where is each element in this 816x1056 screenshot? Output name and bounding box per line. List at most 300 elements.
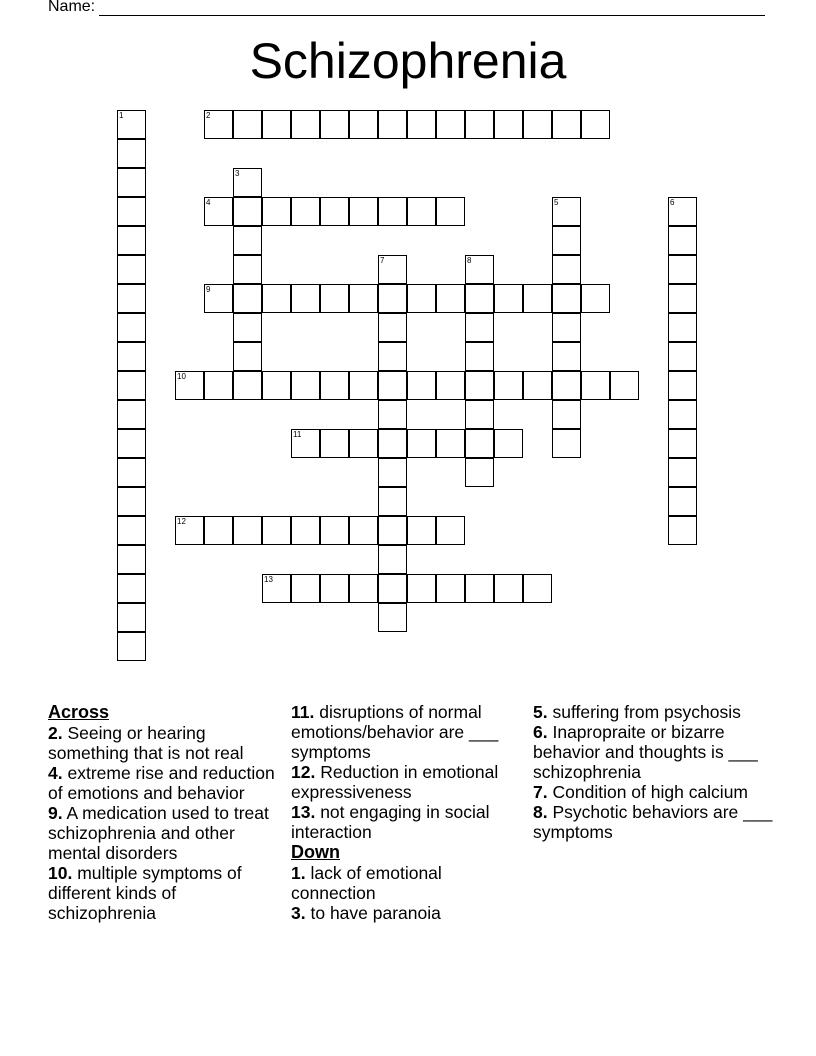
crossword-cell[interactable] bbox=[262, 574, 291, 603]
cell-input[interactable] bbox=[495, 575, 522, 602]
crossword-cell[interactable] bbox=[465, 110, 494, 139]
cell-input[interactable] bbox=[669, 256, 696, 283]
crossword-cell[interactable] bbox=[378, 371, 407, 400]
clue-number: 1 bbox=[119, 111, 124, 120]
cell-input[interactable] bbox=[234, 285, 261, 312]
crossword-cell[interactable] bbox=[291, 574, 320, 603]
cell-input[interactable] bbox=[582, 285, 609, 312]
crossword-cell[interactable] bbox=[233, 516, 262, 545]
crossword-cell[interactable] bbox=[436, 197, 465, 226]
cell-input[interactable] bbox=[437, 575, 464, 602]
cell-input[interactable] bbox=[118, 488, 145, 515]
cell-input[interactable] bbox=[524, 372, 551, 399]
crossword-cell[interactable] bbox=[349, 197, 378, 226]
crossword-cell[interactable] bbox=[291, 429, 320, 458]
cell-input[interactable] bbox=[118, 314, 145, 341]
cell-input[interactable] bbox=[611, 372, 638, 399]
crossword-cell[interactable] bbox=[581, 371, 610, 400]
cell-input[interactable] bbox=[379, 111, 406, 138]
cell-input[interactable] bbox=[553, 285, 580, 312]
crossword-cell[interactable] bbox=[233, 110, 262, 139]
cell-input[interactable] bbox=[292, 111, 319, 138]
clue-number: 6 bbox=[670, 198, 675, 207]
cell-input[interactable] bbox=[553, 372, 580, 399]
crossword-cell[interactable] bbox=[117, 400, 146, 429]
crossword-cell[interactable] bbox=[291, 284, 320, 313]
crossword-cell[interactable] bbox=[378, 545, 407, 574]
crossword-cell[interactable] bbox=[668, 458, 697, 487]
crossword-cell[interactable] bbox=[320, 516, 349, 545]
cell-input[interactable] bbox=[234, 372, 261, 399]
crossword-cell[interactable] bbox=[378, 429, 407, 458]
cell-input[interactable] bbox=[118, 169, 145, 196]
cell-input[interactable] bbox=[321, 111, 348, 138]
cell-input[interactable] bbox=[292, 372, 319, 399]
crossword-cell[interactable] bbox=[378, 110, 407, 139]
crossword-cell[interactable] bbox=[552, 371, 581, 400]
crossword-cell[interactable] bbox=[407, 429, 436, 458]
crossword-cell[interactable] bbox=[436, 429, 465, 458]
crossword-cell[interactable] bbox=[581, 284, 610, 313]
crossword-cell[interactable] bbox=[117, 487, 146, 516]
clue-across-9: 9. A medication used to treat schizophrenia and other mental disorders bbox=[48, 803, 269, 863]
crossword-cell[interactable] bbox=[117, 226, 146, 255]
crossword-cell[interactable] bbox=[407, 371, 436, 400]
crossword-cell[interactable] bbox=[465, 429, 494, 458]
crossword-cell[interactable] bbox=[349, 516, 378, 545]
crossword-cell[interactable] bbox=[233, 168, 262, 197]
crossword-cell[interactable] bbox=[378, 342, 407, 371]
cell-input[interactable] bbox=[379, 430, 406, 457]
crossword-cell[interactable] bbox=[668, 313, 697, 342]
crossword-cell[interactable] bbox=[494, 429, 523, 458]
crossword-cell[interactable] bbox=[233, 255, 262, 284]
cell-input[interactable] bbox=[292, 198, 319, 225]
crossword-cell[interactable] bbox=[378, 603, 407, 632]
cell-input[interactable] bbox=[118, 604, 145, 631]
cell-input[interactable] bbox=[437, 372, 464, 399]
cell-input[interactable] bbox=[263, 198, 290, 225]
cell-input[interactable] bbox=[118, 575, 145, 602]
crossword-cell[interactable] bbox=[320, 429, 349, 458]
cell-input[interactable] bbox=[118, 372, 145, 399]
crossword-cell[interactable] bbox=[233, 342, 262, 371]
cell-input[interactable] bbox=[263, 517, 290, 544]
crossword-cell[interactable] bbox=[117, 371, 146, 400]
crossword-cell[interactable] bbox=[523, 110, 552, 139]
crossword-cell[interactable] bbox=[668, 516, 697, 545]
crossword-cell[interactable] bbox=[581, 110, 610, 139]
cell-input[interactable] bbox=[205, 517, 232, 544]
cell-input[interactable] bbox=[234, 343, 261, 370]
cell-input[interactable] bbox=[263, 285, 290, 312]
crossword-cell[interactable] bbox=[494, 284, 523, 313]
clue-down-1: 1. lack of emotional connection bbox=[291, 863, 442, 903]
clue-number: 3 bbox=[235, 169, 240, 178]
crossword-cell[interactable] bbox=[552, 400, 581, 429]
cell-input[interactable] bbox=[669, 459, 696, 486]
cell-input[interactable] bbox=[669, 285, 696, 312]
crossword-cell[interactable] bbox=[117, 632, 146, 661]
crossword-cell[interactable] bbox=[436, 516, 465, 545]
crossword-cell[interactable] bbox=[233, 313, 262, 342]
cell-input[interactable] bbox=[379, 372, 406, 399]
crossword-cell[interactable] bbox=[668, 255, 697, 284]
crossword-cell[interactable] bbox=[320, 284, 349, 313]
crossword-cell[interactable] bbox=[291, 197, 320, 226]
crossword-cell[interactable] bbox=[494, 371, 523, 400]
down-heading: Down bbox=[291, 842, 340, 862]
cell-input[interactable] bbox=[118, 517, 145, 544]
crossword-cell[interactable] bbox=[291, 110, 320, 139]
cell-input[interactable] bbox=[118, 285, 145, 312]
cell-input[interactable] bbox=[321, 430, 348, 457]
cell-input[interactable] bbox=[234, 198, 261, 225]
crossword-cell[interactable] bbox=[407, 197, 436, 226]
cell-input[interactable] bbox=[466, 459, 493, 486]
crossword-cell[interactable] bbox=[436, 110, 465, 139]
crossword-cell[interactable] bbox=[262, 197, 291, 226]
cell-input[interactable] bbox=[553, 256, 580, 283]
crossword-cell[interactable] bbox=[204, 110, 233, 139]
cell-input[interactable] bbox=[205, 372, 232, 399]
crossword-cell[interactable] bbox=[668, 284, 697, 313]
crossword-cell[interactable] bbox=[552, 110, 581, 139]
crossword-cell[interactable] bbox=[320, 371, 349, 400]
cell-input[interactable] bbox=[321, 575, 348, 602]
cell-input[interactable] bbox=[234, 314, 261, 341]
crossword-cell[interactable] bbox=[233, 371, 262, 400]
cell-input[interactable] bbox=[379, 604, 406, 631]
cell-input[interactable] bbox=[205, 111, 232, 138]
cell-input[interactable] bbox=[669, 343, 696, 370]
clue-down-8: 8. Psychotic behaviors are ___ symptoms bbox=[533, 802, 773, 842]
clues-column-1 bbox=[48, 702, 288, 923]
clue-number: 10 bbox=[177, 372, 186, 381]
cell-input[interactable] bbox=[379, 459, 406, 486]
cell-input[interactable] bbox=[118, 111, 145, 138]
crossword-cell[interactable] bbox=[349, 429, 378, 458]
crossword-cell[interactable] bbox=[233, 197, 262, 226]
cell-input[interactable] bbox=[263, 575, 290, 602]
crossword-cell[interactable] bbox=[610, 371, 639, 400]
cell-input[interactable] bbox=[379, 343, 406, 370]
crossword-cell[interactable] bbox=[117, 110, 146, 139]
cell-input[interactable] bbox=[379, 401, 406, 428]
cell-input[interactable] bbox=[234, 517, 261, 544]
cell-input[interactable] bbox=[437, 198, 464, 225]
crossword-cell[interactable] bbox=[378, 197, 407, 226]
crossword-cell[interactable] bbox=[523, 371, 552, 400]
cell-input[interactable] bbox=[118, 198, 145, 225]
crossword-cell[interactable] bbox=[668, 400, 697, 429]
clue-across-2: 2. Seeing or hearing something that is not real bbox=[48, 723, 244, 763]
name-label: Name: bbox=[48, 0, 96, 15]
crossword-cell[interactable] bbox=[117, 574, 146, 603]
crossword-cell[interactable] bbox=[523, 574, 552, 603]
cell-input[interactable] bbox=[495, 285, 522, 312]
crossword-cell[interactable] bbox=[349, 574, 378, 603]
crossword-cell[interactable] bbox=[117, 255, 146, 284]
clue-across-11: 11. disruptions of normal emotions/behavior are ___ symptoms bbox=[291, 702, 499, 762]
clue-down-6: 6. Inapropraite or bizarre behavior and thoughts is ___ schizophrenia bbox=[533, 722, 758, 782]
cell-input[interactable] bbox=[466, 372, 493, 399]
cell-input[interactable] bbox=[379, 546, 406, 573]
crossword-cell[interactable] bbox=[378, 487, 407, 516]
cell-input[interactable] bbox=[553, 343, 580, 370]
clues-column-3 bbox=[533, 702, 773, 842]
crossword-cell[interactable] bbox=[552, 429, 581, 458]
crossword-cell[interactable] bbox=[407, 284, 436, 313]
crossword-cell[interactable] bbox=[552, 197, 581, 226]
crossword-cell[interactable] bbox=[117, 197, 146, 226]
cell-input[interactable] bbox=[176, 372, 203, 399]
crossword-cell[interactable] bbox=[407, 110, 436, 139]
cell-input[interactable] bbox=[524, 285, 551, 312]
crossword-cell[interactable] bbox=[465, 313, 494, 342]
cell-input[interactable] bbox=[350, 198, 377, 225]
crossword-cell[interactable] bbox=[552, 284, 581, 313]
cell-input[interactable] bbox=[466, 430, 493, 457]
cell-input[interactable] bbox=[118, 227, 145, 254]
crossword-cell[interactable] bbox=[175, 516, 204, 545]
crossword-cell[interactable] bbox=[494, 110, 523, 139]
cell-input[interactable] bbox=[118, 633, 145, 660]
clue-across-10: 10. multiple symptoms of different kinds of schizophrenia bbox=[48, 863, 242, 923]
cell-input[interactable] bbox=[176, 517, 203, 544]
crossword-cell[interactable] bbox=[436, 371, 465, 400]
cell-input[interactable] bbox=[437, 111, 464, 138]
cell-input[interactable] bbox=[118, 256, 145, 283]
cell-input[interactable] bbox=[408, 198, 435, 225]
cell-input[interactable] bbox=[292, 517, 319, 544]
cell-input[interactable] bbox=[118, 430, 145, 457]
crossword-cell[interactable] bbox=[117, 313, 146, 342]
cell-input[interactable] bbox=[495, 372, 522, 399]
crossword-cell[interactable] bbox=[175, 371, 204, 400]
crossword-cell[interactable] bbox=[378, 458, 407, 487]
crossword-cell[interactable] bbox=[117, 429, 146, 458]
crossword-cell[interactable] bbox=[378, 255, 407, 284]
crossword-cell[interactable] bbox=[262, 371, 291, 400]
cell-input[interactable] bbox=[524, 111, 551, 138]
crossword-cell[interactable] bbox=[320, 110, 349, 139]
cell-input[interactable] bbox=[553, 198, 580, 225]
crossword-cell[interactable] bbox=[204, 371, 233, 400]
cell-input[interactable] bbox=[553, 227, 580, 254]
clue-number: 4 bbox=[206, 198, 211, 207]
cell-input[interactable] bbox=[350, 575, 377, 602]
crossword-cell[interactable] bbox=[204, 284, 233, 313]
clue-number: 5 bbox=[554, 198, 559, 207]
crossword-cell[interactable] bbox=[552, 342, 581, 371]
crossword-cell[interactable] bbox=[204, 197, 233, 226]
crossword-cell[interactable] bbox=[465, 574, 494, 603]
cell-input[interactable] bbox=[292, 285, 319, 312]
cell-input[interactable] bbox=[118, 140, 145, 167]
cell-input[interactable] bbox=[669, 372, 696, 399]
crossword-cell[interactable] bbox=[262, 516, 291, 545]
crossword-cell[interactable] bbox=[262, 284, 291, 313]
crossword-cell[interactable] bbox=[465, 342, 494, 371]
clue-across-13: 13. not engaging in social interaction bbox=[291, 802, 490, 842]
crossword-cell[interactable] bbox=[117, 603, 146, 632]
cell-input[interactable] bbox=[234, 169, 261, 196]
crossword-cell[interactable] bbox=[668, 429, 697, 458]
cell-input[interactable] bbox=[350, 517, 377, 544]
cell-input[interactable] bbox=[553, 401, 580, 428]
cell-input[interactable] bbox=[234, 256, 261, 283]
cell-input[interactable] bbox=[379, 517, 406, 544]
crossword-cell[interactable] bbox=[465, 400, 494, 429]
crossword-cell[interactable] bbox=[349, 371, 378, 400]
cell-input[interactable] bbox=[118, 401, 145, 428]
crossword-cell[interactable] bbox=[668, 371, 697, 400]
cell-input[interactable] bbox=[524, 575, 551, 602]
cell-input[interactable] bbox=[408, 111, 435, 138]
cell-input[interactable] bbox=[466, 575, 493, 602]
crossword-cell[interactable] bbox=[668, 487, 697, 516]
cell-input[interactable] bbox=[350, 430, 377, 457]
cell-input[interactable] bbox=[118, 459, 145, 486]
cell-input[interactable] bbox=[263, 111, 290, 138]
cell-input[interactable] bbox=[437, 517, 464, 544]
cell-input[interactable] bbox=[408, 517, 435, 544]
cell-input[interactable] bbox=[466, 343, 493, 370]
crossword-cell[interactable] bbox=[320, 574, 349, 603]
cell-input[interactable] bbox=[553, 314, 580, 341]
crossword-cell[interactable] bbox=[407, 574, 436, 603]
crossword-cell[interactable] bbox=[117, 168, 146, 197]
crossword-cell[interactable] bbox=[117, 139, 146, 168]
crossword-cell[interactable] bbox=[494, 574, 523, 603]
crossword-cell[interactable] bbox=[465, 458, 494, 487]
cell-input[interactable] bbox=[263, 372, 290, 399]
across-heading: Across bbox=[48, 702, 110, 722]
cell-input[interactable] bbox=[118, 546, 145, 573]
crossword-cell[interactable] bbox=[378, 516, 407, 545]
clues-column-2 bbox=[291, 702, 531, 923]
crossword-cell[interactable] bbox=[668, 197, 697, 226]
cell-input[interactable] bbox=[408, 430, 435, 457]
crossword-cell[interactable] bbox=[465, 284, 494, 313]
crossword-cell[interactable] bbox=[378, 313, 407, 342]
cell-input[interactable] bbox=[379, 256, 406, 283]
cell-input[interactable] bbox=[350, 111, 377, 138]
crossword-cell[interactable] bbox=[233, 284, 262, 313]
cell-input[interactable] bbox=[582, 372, 609, 399]
clue-number: 11 bbox=[293, 430, 302, 439]
crossword-cell[interactable] bbox=[465, 255, 494, 284]
cell-input[interactable] bbox=[669, 401, 696, 428]
cell-input[interactable] bbox=[408, 575, 435, 602]
cell-input[interactable] bbox=[437, 285, 464, 312]
crossword-cell[interactable] bbox=[378, 574, 407, 603]
cell-input[interactable] bbox=[321, 198, 348, 225]
crossword-cell[interactable] bbox=[204, 516, 233, 545]
crossword-cell[interactable] bbox=[378, 284, 407, 313]
cell-input[interactable] bbox=[408, 285, 435, 312]
cell-input[interactable] bbox=[408, 372, 435, 399]
page-title: Schizophrenia bbox=[249, 33, 567, 89]
crossword-cell[interactable] bbox=[320, 197, 349, 226]
crossword-cell[interactable] bbox=[117, 516, 146, 545]
clue-across-4: 4. extreme rise and reduction of emotions and behavior bbox=[48, 763, 275, 803]
cell-input[interactable] bbox=[118, 343, 145, 370]
crossword-cell[interactable] bbox=[117, 545, 146, 574]
crossword-cell[interactable] bbox=[117, 284, 146, 313]
cell-input[interactable] bbox=[350, 285, 377, 312]
cell-input[interactable] bbox=[292, 430, 319, 457]
cell-input[interactable] bbox=[321, 285, 348, 312]
cell-input[interactable] bbox=[466, 314, 493, 341]
crossword-cell[interactable] bbox=[436, 574, 465, 603]
cell-input[interactable] bbox=[437, 430, 464, 457]
cell-input[interactable] bbox=[205, 198, 232, 225]
crossword-cell[interactable] bbox=[552, 313, 581, 342]
cell-input[interactable] bbox=[234, 227, 261, 254]
crossword-cell[interactable] bbox=[291, 371, 320, 400]
cell-input[interactable] bbox=[669, 227, 696, 254]
crossword-cell[interactable] bbox=[349, 110, 378, 139]
cell-input[interactable] bbox=[379, 488, 406, 515]
cell-input[interactable] bbox=[379, 575, 406, 602]
crossword-cell[interactable] bbox=[465, 371, 494, 400]
crossword-cell[interactable] bbox=[552, 255, 581, 284]
cell-input[interactable] bbox=[466, 111, 493, 138]
cell-input[interactable] bbox=[669, 198, 696, 225]
crossword-cell[interactable] bbox=[668, 226, 697, 255]
crossword-cell[interactable] bbox=[262, 110, 291, 139]
crossword-cell[interactable] bbox=[668, 342, 697, 371]
crossword-cell[interactable] bbox=[552, 226, 581, 255]
clue-down-7: 7. Condition of high calcium bbox=[533, 782, 749, 802]
cell-input[interactable] bbox=[553, 430, 580, 457]
cell-input[interactable] bbox=[669, 430, 696, 457]
cell-input[interactable] bbox=[379, 314, 406, 341]
cell-input[interactable] bbox=[553, 111, 580, 138]
cell-input[interactable] bbox=[466, 256, 493, 283]
crossword-cell[interactable] bbox=[436, 284, 465, 313]
cell-input[interactable] bbox=[321, 372, 348, 399]
crossword-cell[interactable] bbox=[117, 342, 146, 371]
cell-input[interactable] bbox=[292, 575, 319, 602]
cell-input[interactable] bbox=[379, 198, 406, 225]
cell-input[interactable] bbox=[466, 401, 493, 428]
cell-input[interactable] bbox=[669, 488, 696, 515]
crossword-cell[interactable] bbox=[349, 284, 378, 313]
cell-input[interactable] bbox=[321, 517, 348, 544]
cell-input[interactable] bbox=[582, 111, 609, 138]
cell-input[interactable] bbox=[495, 430, 522, 457]
cell-input[interactable] bbox=[234, 111, 261, 138]
clue-number: 7 bbox=[380, 256, 385, 265]
crossword-cell[interactable] bbox=[407, 516, 436, 545]
cell-input[interactable] bbox=[466, 285, 493, 312]
cell-input[interactable] bbox=[379, 285, 406, 312]
clue-number: 13 bbox=[264, 575, 273, 584]
crossword-cell[interactable] bbox=[117, 458, 146, 487]
cell-input[interactable] bbox=[350, 372, 377, 399]
crossword-cell[interactable] bbox=[291, 516, 320, 545]
cell-input[interactable] bbox=[205, 285, 232, 312]
crossword-cell[interactable] bbox=[233, 226, 262, 255]
cell-input[interactable] bbox=[495, 111, 522, 138]
crossword-cell[interactable] bbox=[523, 284, 552, 313]
cell-input[interactable] bbox=[669, 517, 696, 544]
cell-input[interactable] bbox=[669, 314, 696, 341]
crossword-cell[interactable] bbox=[378, 400, 407, 429]
